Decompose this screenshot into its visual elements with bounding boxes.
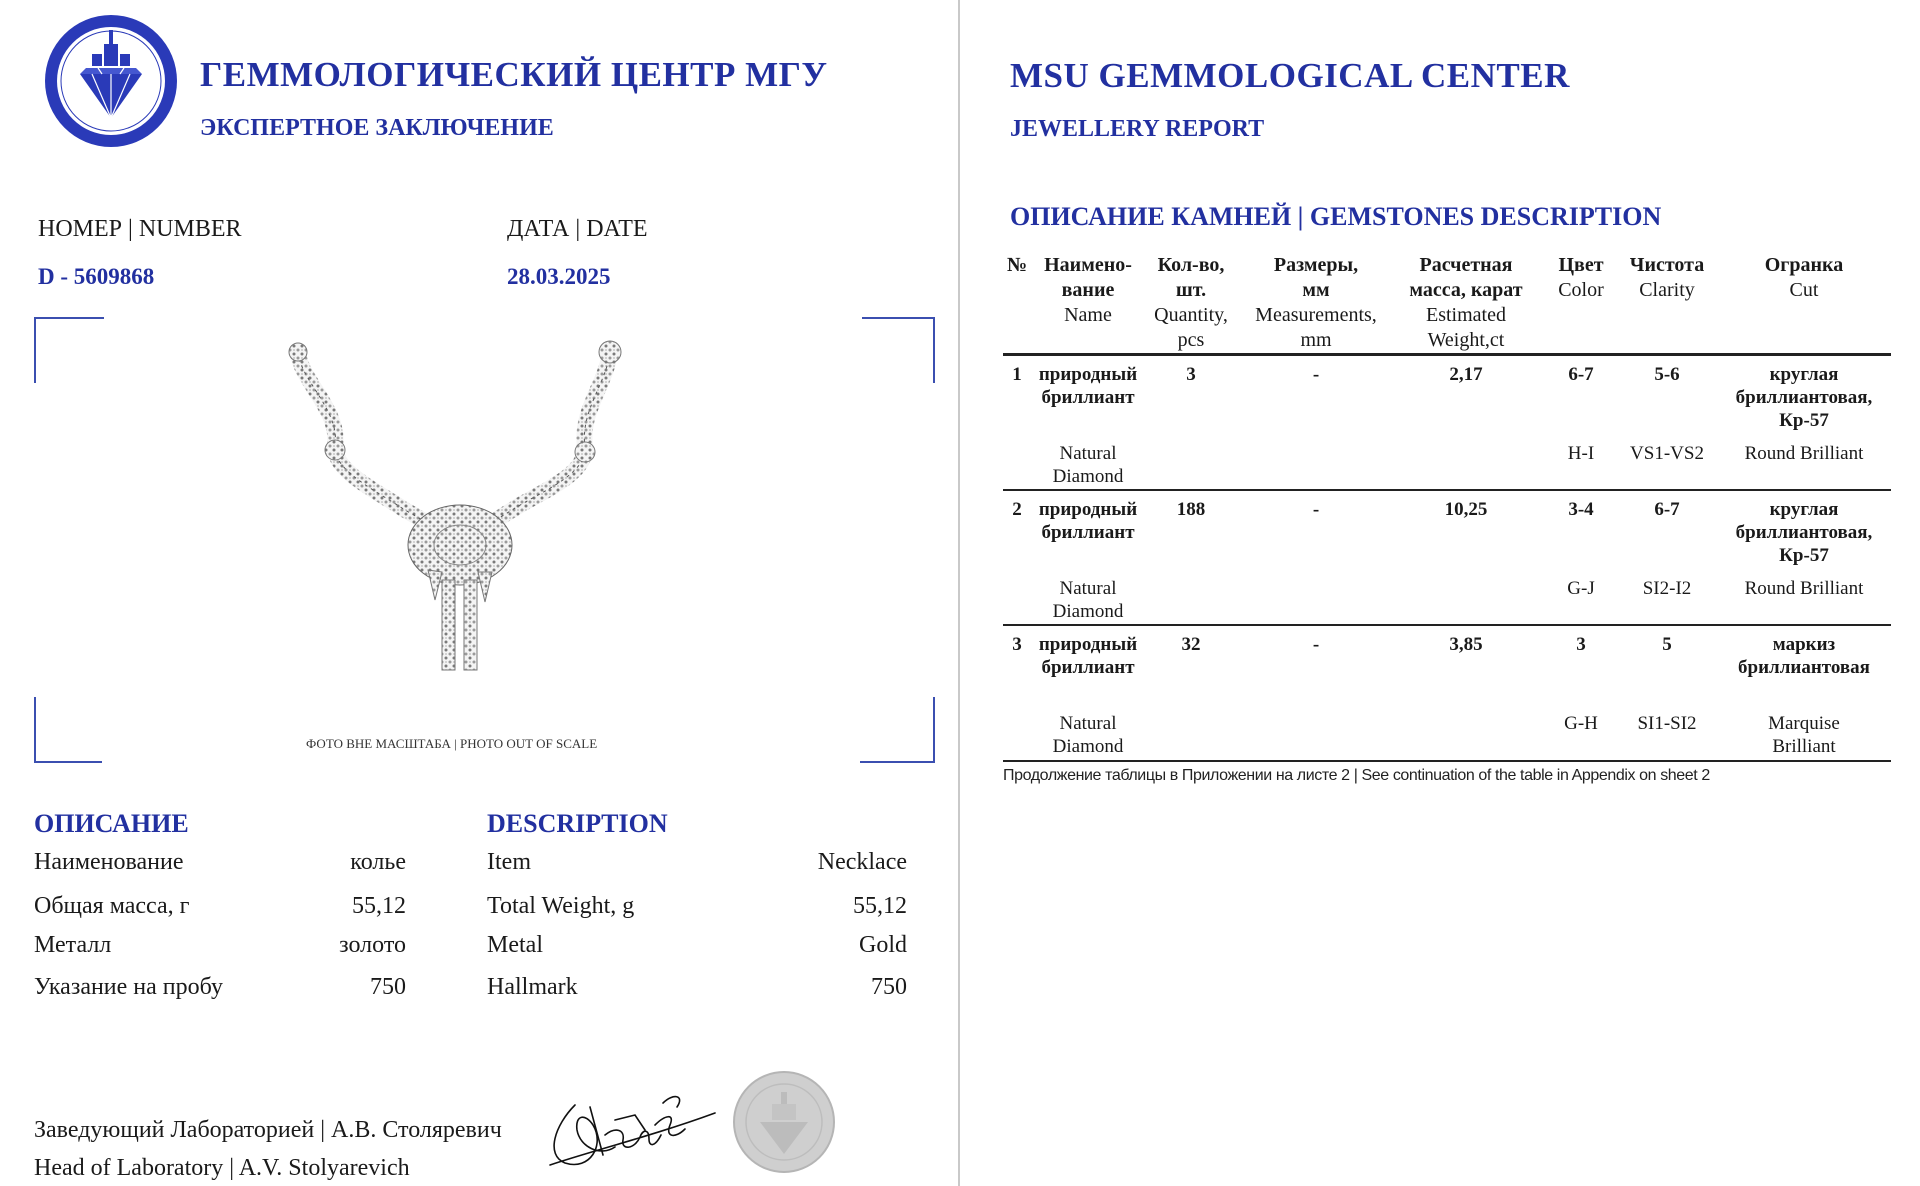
col-header-no: № [1006,254,1028,276]
row3-weight: 3,85 [1449,634,1483,655]
table-rule-row1 [1003,489,1891,491]
row1-name-ru: природный бриллиант [1038,364,1138,408]
col-header-measurements: Размеры, мм Measurements, mm [1255,254,1377,351]
date-value: 28.03.2025 [507,264,611,289]
table-rule-row2 [1003,624,1891,626]
row2-clarity-en: SI2-I2 [1642,578,1692,599]
row3-no: 3 [1012,634,1022,655]
col-header-color: Цвет Color [1558,254,1604,301]
desc-ru-label-item: Наименование [34,849,184,875]
row2-qty: 188 [1176,499,1206,520]
desc-ru-label-metal: Металл [34,932,112,958]
number-label: НОМЕР | NUMBER [38,216,242,242]
row3-name-en: Natural Diamond [1052,713,1124,757]
desc-en-label-metal: Metal [487,932,543,958]
desc-en-label-item: Item [487,849,531,875]
row1-color-en: H-I [1567,443,1595,464]
table-rule-row3 [1003,760,1891,762]
row2-no: 2 [1012,499,1022,520]
row1-color-ru: 6-7 [1568,364,1594,385]
desc-en-label-hallmark: Hallmark [487,974,578,1000]
desc-ru-label-weight: Общая масса, г [34,893,190,919]
row1-clarity-ru: 5-6 [1654,364,1680,385]
col-header-name: Наимено- вание Name [1044,254,1132,326]
photo-caption: ФОТО ВНЕ МАСШТАБА | PHOTO OUT OF SCALE [306,736,598,751]
handwritten-signature [545,1085,720,1175]
col-header-quantity: Кол-во, шт. Quantity, pcs [1154,254,1228,351]
desc-ru-value-hallmark: 750 [370,974,406,1000]
desc-ru-value-metal: золото [339,932,406,958]
desc-ru-label-hallmark: Указание на пробу [34,974,223,1000]
number-value: D - 5609868 [38,264,155,289]
row2-meas: - [1312,499,1320,520]
msu-logo [42,12,180,150]
left-subtitle: ЭКСПЕРТНОЕ ЗАКЛЮЧЕНИЕ [200,115,554,141]
row2-name-en: Natural Diamond [1052,578,1124,622]
desc-en-value-weight: 55,12 [853,893,907,919]
left-page [0,0,958,1186]
frame-corner-br [860,697,935,763]
desc-en-value-item: Necklace [817,849,907,875]
row2-color-ru: 3-4 [1568,499,1594,520]
desc-en-value-metal: Gold [859,932,907,958]
row3-name-ru: природный бриллиант [1038,634,1138,678]
row1-cut-en: Round Brilliant [1744,443,1864,464]
frame-corner-tr [862,317,935,383]
row3-color-en: G-H [1564,713,1598,734]
right-subtitle: JEWELLERY REPORT [1010,116,1265,142]
row2-color-en: G-J [1567,578,1595,599]
row2-clarity-ru: 6-7 [1654,499,1680,520]
row1-name-en: Natural Diamond [1052,443,1124,487]
date-label: ДАТА | DATE [507,216,648,242]
desc-en-label-weight: Total Weight, g [487,893,635,919]
row3-clarity-en: SI1-SI2 [1637,713,1697,734]
frame-corner-tl [34,317,104,383]
table-continuation-note: Продолжение таблицы в Приложении на листе 2 | See continuation of the table in Appendix on sheet 2 [1003,767,1710,784]
row3-color-ru: 3 [1576,634,1586,655]
row3-qty: 32 [1181,634,1201,655]
left-title: ГЕММОЛОГИЧЕСКИЙ ЦЕНТР МГУ [200,55,828,94]
signature-line-ru: Заведующий Лабораторией | А.В. Столяревич [34,1117,502,1143]
row2-weight: 10,25 [1444,499,1488,520]
row3-clarity-ru: 5 [1662,634,1672,655]
row1-clarity-en: VS1-VS2 [1630,443,1704,464]
row1-cut-ru: круглая бриллиантовая, Кр-57 [1735,364,1873,431]
frame-corner-bl [34,697,102,763]
desc-ru-value-weight: 55,12 [352,893,406,919]
row1-weight: 2,17 [1449,364,1483,385]
col-header-weight: Расчетная масса, карат Estimated Weight,ct [1409,254,1523,351]
table-rule-header [1003,353,1891,356]
row1-qty: 3 [1186,364,1196,385]
necklace-photo [280,340,640,680]
row3-meas: - [1312,634,1320,655]
description-en-title: DESCRIPTION [487,809,668,838]
row2-cut-ru: круглая бриллиантовая, Кр-57 [1735,499,1873,566]
row1-meas: - [1312,364,1320,385]
desc-ru-value-item: колье [350,849,406,875]
row3-cut-en: Marquise Brilliant [1768,713,1840,757]
gemstones-section-title: ОПИСАНИЕ КАМНЕЙ | GEMSTONES DESCRIPTION [1010,202,1662,231]
signature-line-en: Head of Laboratory | A.V. Stolyarevich [34,1155,410,1181]
row1-no: 1 [1012,364,1022,385]
row3-cut-ru: маркиз бриллиантовая [1738,634,1870,678]
right-title: MSU GEMMOLOGICAL CENTER [1010,56,1570,95]
col-header-cut: Огранка Cut [1764,254,1844,301]
col-header-clarity: Чистота Clarity [1629,254,1705,301]
description-ru-title: ОПИСАНИЕ [34,809,189,838]
row2-name-ru: природный бриллиант [1038,499,1138,543]
row2-cut-en: Round Brilliant [1744,578,1864,599]
laboratory-stamp [732,1070,836,1174]
desc-en-value-hallmark: 750 [871,974,907,1000]
